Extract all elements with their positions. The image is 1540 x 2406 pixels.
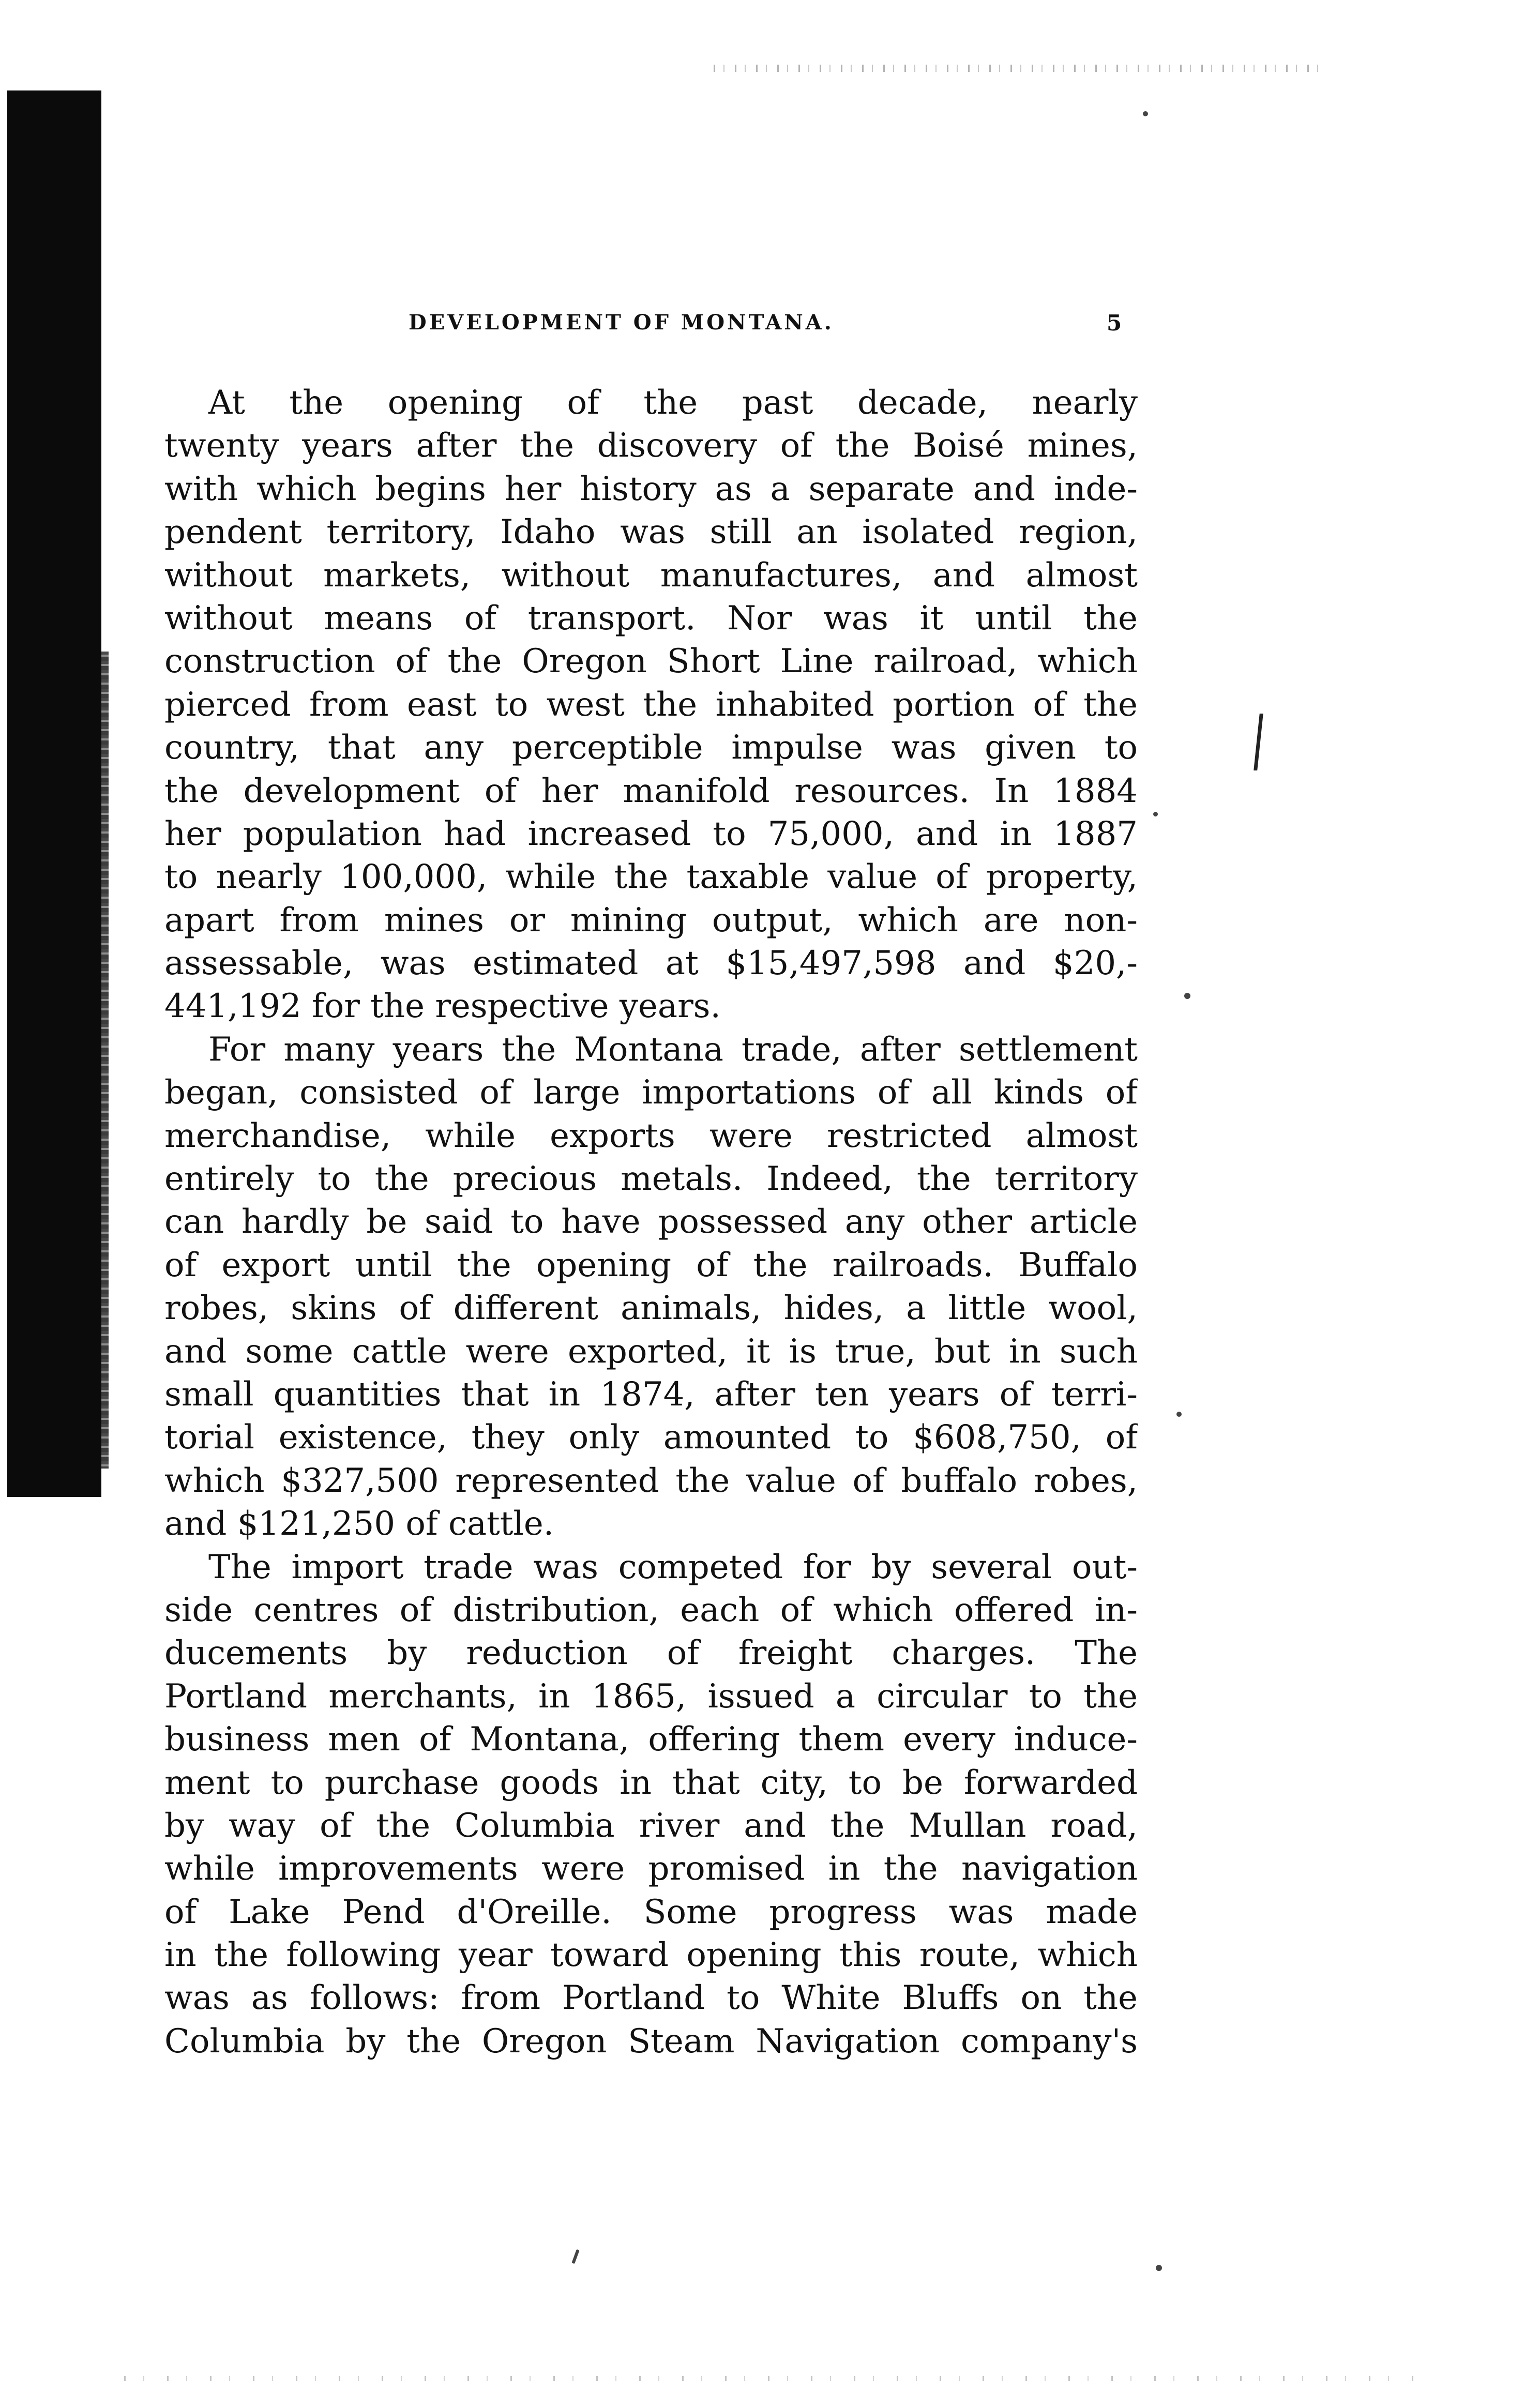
text-line: her population had increased to 75,000, and in 1887 [164,814,1138,853]
scan-speck [1153,812,1158,816]
text-line: with which begins her history as a separate and inde- [164,470,1138,508]
text-line: country, that any perceptible impulse was given to [164,729,1138,767]
text-line: side centres of distribution, each of which offered in- [164,1591,1138,1629]
text-line: business men of Montana, offering them every induce- [164,1720,1138,1759]
binding-shadow-edge [101,652,109,1469]
page-number: 5 [1107,310,1122,336]
binding-shadow [7,90,101,1497]
scan-speck [1176,1412,1182,1417]
text-line: robes, skins of different animals, hides, a little wool, [164,1289,1138,1328]
text-line: began, consisted of large importations of all kinds of [164,1073,1138,1112]
text-line: construction of the Oregon Short Line railroad, which [164,642,1138,681]
text-line: apart from mines or mining output, which are non- [164,901,1138,940]
paragraph [164,1546,1138,2064]
text-line: ment to purchase goods in that city, to be forwarded [164,1763,1138,1802]
text-line: Portland merchants, in 1865, issued a circular to the [164,1677,1138,1716]
text-line: assessable, was estimated at $15,497,598 and $20,- [164,944,1138,983]
text-line: small quantities that in 1874, after ten years of terri- [164,1375,1138,1414]
text-line: and $121,250 of cattle. [164,1505,554,1544]
margin-pencil-mark [1254,714,1275,770]
scan-noise-bottom [124,2376,1417,2381]
text-line: entirely to the precious metals. Indeed, the territory [164,1160,1138,1199]
text-line: ducements by reduction of freight charges. The [164,1634,1138,1673]
text-line: merchandise, while exports were restricted almost [164,1116,1138,1155]
scan-speck [1156,2265,1162,2271]
scan-noise-top [714,65,1324,72]
text-line: of export until the opening of the railroads. Buffalo [164,1246,1138,1284]
page-edge [0,0,4,2406]
text-line: The import trade was competed for by several out- [208,1548,1138,1586]
text-line: and some cattle were exported, it is true, but in such [164,1332,1138,1371]
text-line: without means of transport. Nor was it until the [164,599,1138,638]
text-line: the development of her manifold resources. In 1884 [164,771,1138,810]
text-line: pendent territory, Idaho was still an isolated region, [164,513,1138,552]
text-line: can hardly be said to have possessed any other article [164,1203,1138,1242]
body-text [164,382,1138,2063]
text-line: which $327,500 represented the value of buffalo robes, [164,1461,1138,1500]
text-line: pierced from east to west the inhabited portion of the [164,685,1138,724]
text-line: At the opening of the past decade, nearly [208,384,1138,422]
paragraph [164,1028,1138,1546]
scan-speck [1143,111,1148,116]
text-line: while improvements were promised in the navigation [164,1850,1138,1888]
text-line: For many years the Montana trade, after settlement [208,1030,1138,1069]
text-line: twenty years after the discovery of the Boisé mines, [164,427,1138,465]
text-line: in the following year toward opening this route, which [164,1936,1138,1975]
paragraph [164,382,1138,1028]
running-head: DEVELOPMENT OF MONTANA. [409,310,834,335]
text-line: Columbia by the Oregon Steam Navigation company's [164,2022,1138,2061]
scan-speck [1184,993,1190,999]
text-line: by way of the Columbia river and the Mullan road, [164,1806,1138,1845]
text-line: without markets, without manufactures, and almost [164,556,1138,595]
text-line: torial existence, they only amounted to $608,750, of [164,1418,1138,1457]
text-line: of Lake Pend d'Oreille. Some progress was made [164,1893,1138,1931]
text-line: was as follows: from Portland to White Bluffs on the [164,1979,1138,2018]
text-line: 441,192 for the respective years. [164,987,721,1026]
scan-speck [571,2249,579,2264]
text-line: to nearly 100,000, while the taxable value of property, [164,858,1138,897]
